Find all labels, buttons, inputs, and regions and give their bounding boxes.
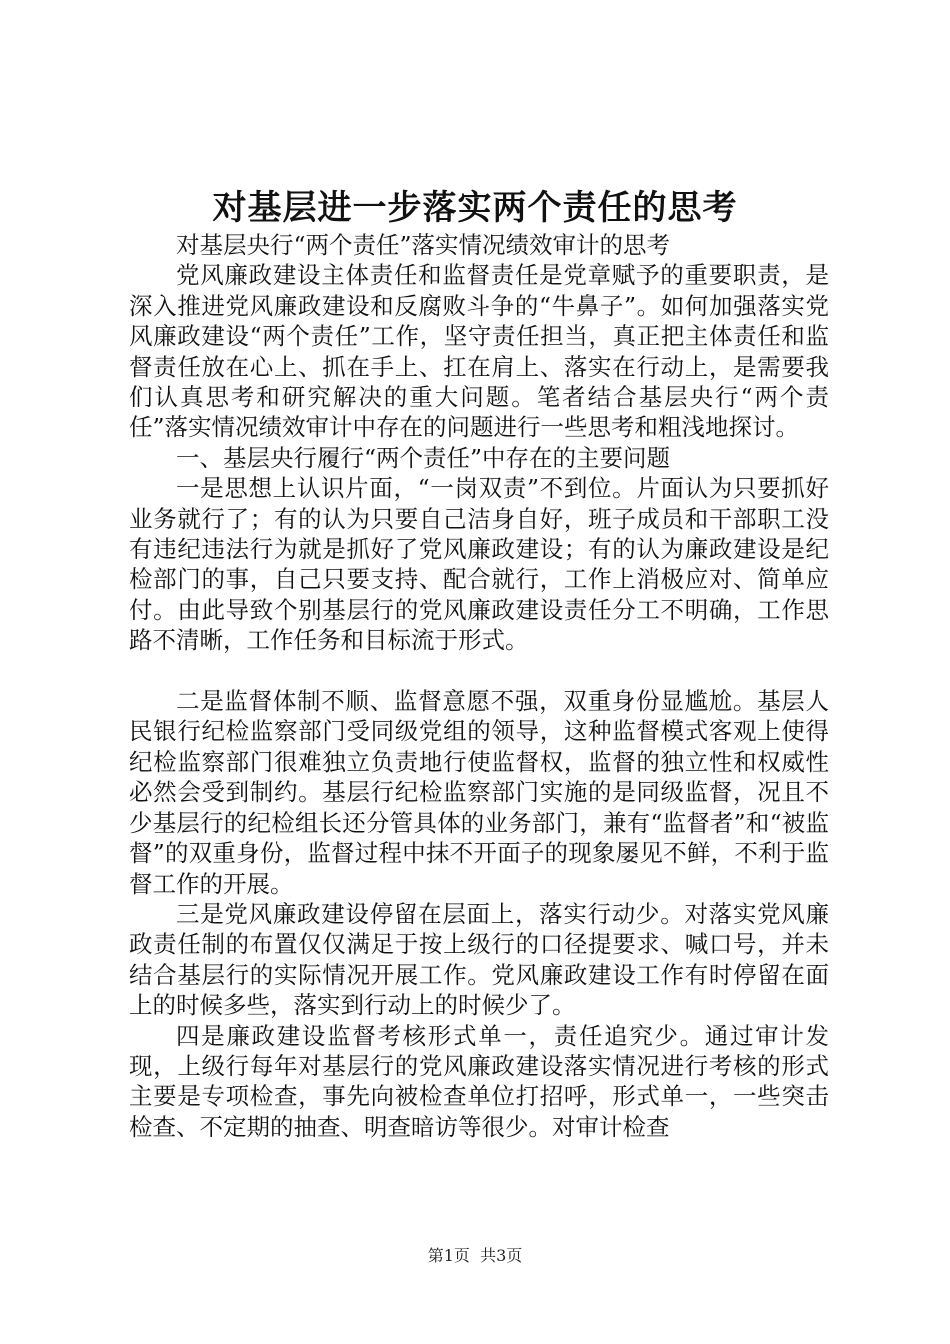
footer-separator	[470, 1246, 480, 1265]
page-number: 第1页	[427, 1246, 470, 1265]
paragraph-point-four: 四是廉政建设监督考核形式单一，责任追究少。通过审计发现，上级行每年对基层行的党风廉政建设落实情况进行考核的形式主要是专项检查，事先向被检查单位打招呼，形式单一，一些突击检查、不定期的抽查、明查暗访等很少。对审计检查	[129, 1021, 829, 1141]
document-subtitle: 对基层央行“两个责任”落实情况绩效审计的思考	[176, 231, 671, 259]
paragraph-intro: 党风廉政建设主体责任和监督责任是党章赋予的重要职责，是深入推进党风廉政建设和反腐败斗争的“牛鼻子”。如何加强落实党风廉政建设“两个责任”工作，坚守责任担当，真正把主体责任和监督责任放在心上、抓在手上、扛在肩上、落实在行动上，是需要我们认真思考和研究解决的重大问题。笔者结合基层央行“两个责任”落实情况绩效审计中存在的问题进行一些思考和粗浅地探讨。	[129, 261, 829, 442]
page-footer	[0, 1245, 950, 1267]
document-title: 对基层进一步落实两个责任的思考	[212, 188, 738, 228]
paragraph-point-one: 一是思想上认识片面，“一岗双责”不到位。片面认为只要抓好业务就行了；有的认为只要自己洁身自好，班子成员和干部职工没有违纪违法行为就是抓好了党风廉政建设；有的认为廉政建设是纪检部门的事，自己只要支持、配合就行，工作上消极应对、简单应付。由此导致个别基层行的党风廉政建设责任分工不明确，工作思路不清晰，工作任务和目标流于形式。	[129, 474, 829, 655]
document-body	[129, 230, 829, 1142]
paragraph-spacer	[129, 656, 829, 686]
page-total: 共3页	[480, 1246, 523, 1265]
section-heading-problems: 一、基层央行履行“两个责任”中存在的主要问题	[176, 443, 671, 472]
paragraph-point-three: 三是党风廉政建设停留在层面上，落实行动少。对落实党风廉政责任制的布置仅仅满足于按上级行的口径提要求、喊口号，并未结合基层行的实际情况开展工作。党风廉政建设工作有时停留在面上的时候多些，落实到行动上的时候少了。	[129, 899, 829, 1020]
paragraph-point-two: 二是监督体制不顺、监督意愿不强，双重身份显尴尬。基层人民银行纪检监察部门受同级党组的领导，这种监督模式客观上使得纪检监察部门很难独立负责地行使监督权，监督的独立性和权威性必然会受到制约。基层行纪检监察部门实施的是同级监督，况且不少基层行的纪检组长还分管具体的业务部门，兼有“监督者”和“被监督”的双重身份，监督过程中抹不开面子的现象屡见不鲜，不利于监督工作的开展。	[129, 687, 829, 898]
